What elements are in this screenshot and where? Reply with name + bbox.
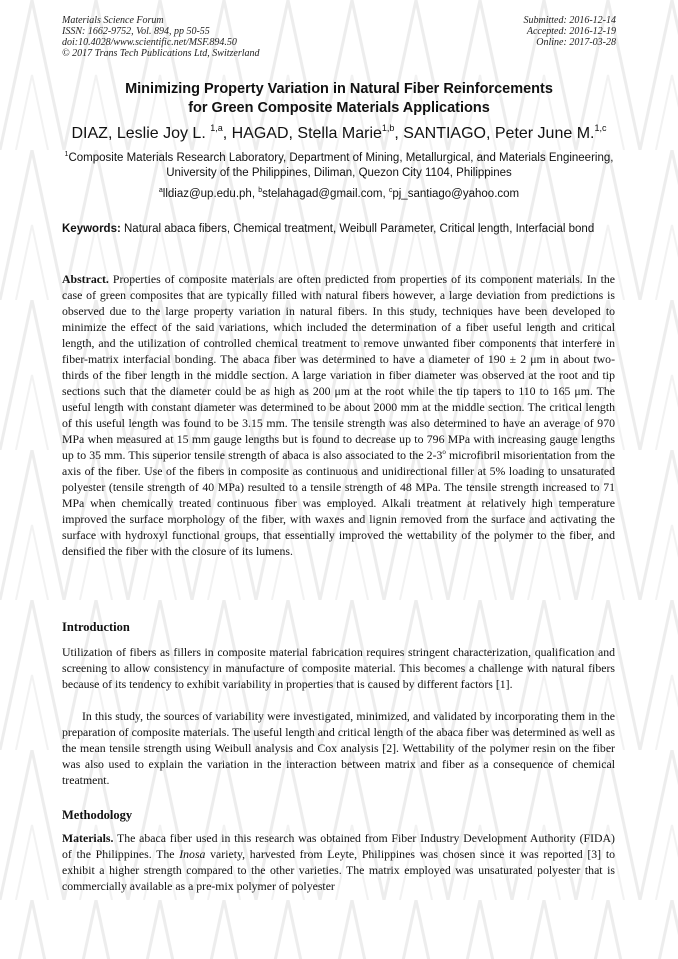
accepted-date: Accepted: 2016-12-19 [526,26,616,37]
author-name: SANTIAGO, Peter June M. [403,125,595,142]
author-name: DIAZ, Leslie Joy L. [71,125,211,142]
abstract-text: Properties of composite materials are often predicted from properties of its component materials. In the case of green composites that are typically filled with natural fibers however, a large deviation from predictions is observed due to the large property variation in natural fibers. In this study, techniques have been developed to minimize the effect of the said variations, which included the determination of a fiber useful length and critical length, and the utilization of controlled chemical treatment to remove unwanted fiber components that interfere in fiber-matrix interfacial bonding. The abaca fiber was determined to have a diameter of 190 ± 2 μm in about two-thirds of the fiber length in the middle section. A large variation in fiber diameter was observed at the root and tip sections such that the diameter could be as high as 200 μm at the root while the tip tapers to 110 to 165 μm. The useful length with constant diameter was determined to be about 2000 mm at the middle section. The critical length of this useful length was found to be 3.15 mm. The tensile strength was also determined to have an average of 970 MPa when measured at 15 mm gauge lengths but is found to decrease up to 796 MPa with increasing gauge lengths up to 35 mm. This superior tensile strength of abaca is also associated to the 2-3 [62,272,615,462]
materials-text-continued: variety, harvested from Leyte, Philippines was chosen since it was reported [3] to exhibit a higher strength compared to the other varieties. The matrix employed was unsaturated polyester that is commercially available as a pre-mix polymer of polyester [62,847,615,893]
email-separator: , [382,188,389,200]
email-address[interactable]: pj_santiago@yahoo.com [392,188,520,200]
introduction-heading: Introduction [62,620,130,634]
copyright-notice: © 2017 Trans Tech Publications Ltd, Switzerland [62,48,260,59]
email-mark: a [158,187,163,194]
author-affiliation [50,151,628,181]
author-affiliation-mark: 1,a [210,123,223,133]
author-separator: , [394,125,404,142]
keywords-label: Keywords: [62,223,121,235]
journal-issn: ISSN: 1662-9752, Vol. 894, pp 50-55 [62,26,210,37]
journal-name: Materials Science Forum [62,15,164,26]
materials-text: The abaca fiber used in this research was obtained from Fiber Industry Development Authority (FIDA) of the Philippines. The [62,831,615,861]
methodology-heading: Methodology [62,808,133,822]
journal-metadata [62,15,260,59]
submitted-date: Submitted: 2016-12-14 [523,15,616,26]
email-mark: c [388,187,393,194]
email-mark: b [258,187,263,194]
email-address[interactable]: lldiaz@up.edu.ph [162,188,252,200]
email-address[interactable]: stelahagad@gmail.com [262,188,383,200]
keywords-text: Natural abaca fibers, Chemical treatment, Weibull Parameter, Critical length, Interfacial bond [120,223,595,235]
author-name: HAGAD, Stella Marie [231,125,382,142]
title-line-1: Minimizing Property Variation in Natural Fiber Reinforcements [125,81,553,97]
author-affiliation-mark: 1,b [381,123,395,133]
email-separator: , [251,188,259,200]
materials-label: Materials. [62,831,114,845]
author-emails [40,187,638,201]
author-list [40,124,638,144]
variety-name: Inosa [179,847,206,861]
title-line-2: for Green Composite Materials Applications [188,100,490,116]
affiliation-text: Composite Materials Research Laboratory, Department of Mining, Metallurgical, and Materials Engineering, University of the Philippines, Diliman, Quezon City 1104, Philippines [68,152,614,179]
introduction-paragraph-2: In this study, the sources of variability were investigated, minimized, and validated by incorporating them in the preparation of composite materials. The useful length and critical length of the abaca fiber was determined as well as the mean tensile strength using Weibull analysis and Cox analysis [2]. Wettability of the polymer resin on the fiber was also used to explain the variation in the interaction between matrix and fiber as a consequence of chemical treatment. [62,709,615,787]
paper-title [40,80,638,118]
abstract-text-continued: microfibril misorientation from the axis of the fiber. Use of the fibers in composite as continuous and unidirectional filler at 5% loading to unsaturated polyester (tensile strength of 40 MPa) resulted to a tensile strength of 48 MPa. The tensile strength increased to 71 MPa when chemically treated continuous fiber was employed. Alkali treatment at relatively high temperature improved the surface morphology of the fiber, with waxes and lignin removed from the surface and activating the surface with hydroxyl functional groups, that essentially improved the wettability of the polymer to the fiber, and densified the fiber with the closure of its lumens. [62,448,615,558]
author-separator: , [222,125,232,142]
keywords [62,222,614,237]
online-date: Online: 2017-03-28 [536,37,616,48]
affiliation-mark: 1 [64,151,69,158]
abstract-label: Abstract. [62,272,109,286]
degree-superscript: o [442,448,446,456]
materials-paragraph [62,830,615,894]
article-doi: doi:10.4028/www.scientific.net/MSF.894.50 [62,37,237,48]
author-affiliation-mark: 1,c [594,123,607,133]
introduction-paragraph-1: Utilization of fibers as fillers in composite material fabrication requires stringent characterization, qualification and screening to allow consistency in manufacture of composite material. This becomes a challenge with natural fibers because of its tendency to exhibit variability in properties that is caused by different factors [1]. [62,645,615,691]
submission-dates [524,15,617,48]
abstract [62,271,615,559]
